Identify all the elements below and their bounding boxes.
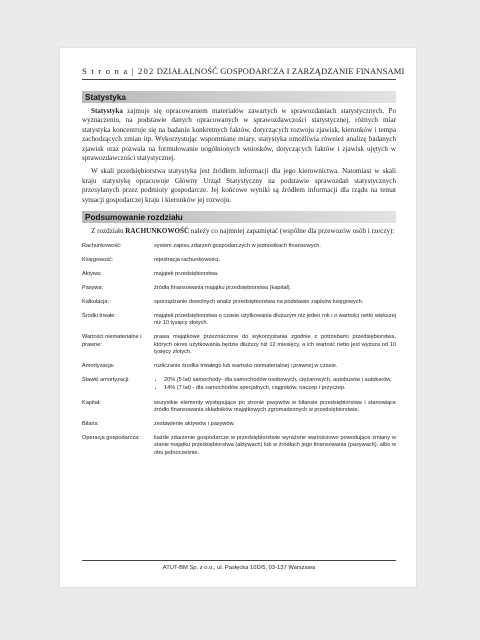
chapter-title: DZIAŁALNOŚĆ GOSPODARCZA I ZARZĄDZANIE FINANSAMI: [156, 66, 405, 76]
glossary-definition: [154, 377, 396, 393]
glossary-term: Operacja gospodarcza:: [82, 435, 140, 442]
glossary-definition: rozliczanie środka trwałego lub wartości niematerialnej i prawnej w czasie.: [154, 362, 338, 369]
glossary-row: [82, 257, 396, 264]
glossary-definition: każde zdarzenie gospodarcze w przedsiębiorstwie wyrażone wartościowo powodujące zmiany w stanie majątku przedsiębiorstwa (aktywach) lub w źródłach jego finansowania (pasywach), albo w obu jednocześnie.: [154, 435, 396, 456]
definition-bullet: • 20% (5 lat) samochody- dla samochodów osobowych, ciężarowych, autobusów i autokarów,: [164, 377, 396, 384]
glossary-term: Środki trwałe:: [82, 313, 116, 320]
running-header: [82, 66, 405, 80]
glossary-row: [82, 299, 396, 306]
glossary-term: Księgowość:: [82, 257, 114, 264]
page-footer: ATUT-BM Sp. z o.o., ul. Pasłęcka 10D/5, 03-137 Warszawa: [82, 560, 396, 571]
document-page: [60, 48, 416, 587]
glossary-definition: rejestracja rachunkowości.: [154, 257, 220, 264]
glossary-term: Rachunkowość:: [82, 243, 122, 250]
glossary-row: [82, 421, 396, 428]
term-rachunkowosc: RACHUNKOWOŚĆ: [125, 227, 190, 236]
section-heading-statystyka: Statystyka: [82, 91, 396, 103]
glossary-definition: prawa majątkowe przeznaczone do wykorzystania zgodnie z potrzebami przedsiębiorstwa, których okres użytkowania będzie dłuższy niż 12 miesięcy, a ich wartość netto jest wyższa od 10 tysięcy złotych.: [154, 334, 396, 355]
glossary-definition: system zapisu zdarzeń gospodarczych w jednostkach finansowych.: [154, 243, 321, 250]
glossary-row: [82, 400, 396, 414]
glossary-definition: źródła finansowania majątku przedsiębiorstwa (kapitał).: [154, 285, 292, 292]
paragraph-statystyka-1: [82, 107, 396, 163]
intro-text: należy co najmniej zapamiętać (wspólne dla przewozów osób i rzeczy):: [189, 227, 395, 236]
glossary-row: [82, 271, 396, 278]
glossary-row: [82, 363, 396, 370]
glossary-list: [82, 243, 396, 457]
definition-bullet: • 14% (7 lat) - dla samochodów specjalnych, ciągników, naczep i przyczep.: [164, 385, 396, 392]
glossary-definition: majątek przedsiębiorstwa o czasie użytkowania dłuższym niż jeden rok i o wartości netto większej niż 10 tysięcy złotych.: [154, 313, 396, 327]
section-heading-podsumowanie: Podsumowanie rozdziału: [82, 211, 396, 223]
glossary-row: [82, 243, 396, 250]
glossary-term: Amortyzacja:: [82, 362, 115, 369]
glossary-row: [82, 313, 396, 327]
definition-bullets: [154, 377, 396, 392]
summary-intro: [82, 227, 396, 236]
glossary-definition: majątek przedsiębiorstwa.: [154, 271, 219, 278]
glossary-definition: wszystkie elementy występujące po stronie pasywów w bilansie przedsiębiorstwa i stanowiące źródło finansowania składników majątkowych zgromadzonych w przedsiębiorstwie.: [154, 400, 396, 414]
intro-text: Z rozdziału: [91, 227, 126, 236]
glossary-term: Aktywa:: [82, 271, 102, 278]
glossary-term: Bilans:: [82, 421, 99, 428]
glossary-term: Stawki amortyzacji:: [82, 376, 130, 383]
glossary-term: Kalkulacja:: [82, 299, 110, 306]
glossary-term: Wartości niematerialne i prawne:: [82, 334, 142, 348]
glossary-row: [82, 285, 396, 292]
page-content: [82, 66, 405, 457]
glossary-row: [82, 435, 396, 457]
glossary-definition: zestawienie aktywów i pasywów.: [154, 421, 235, 428]
glossary-definition: sporządzanie dowolnych analiz przedsiębiorstwa na podstawie zapisów księgowych.: [154, 299, 364, 306]
paragraph-text: zajmuje się opracowaniem materiałów zawartych w sprawozdaniach statystycznych. Po wyznaczeniu, na podstawie danych opracowanych w sprawozdawczości statystycznej, różnych miar statystyka koncentruje się na badaniu konkretnych faktów, dotyczących rozwoju zjawisk, kierunków i tempa zachodzących zmian itp. Wykorzystując wspomniane miary, statystyka umożliwia również analizę badanych zjawisk oraz pozwala na formułowanie uogólnionych wniosków, dotyczących faktów i zjawisk ujętych w sprawozdawczości statystycznej.: [82, 107, 396, 163]
paragraph-statystyka-2: W skali przedsiębiorstwa statystyka jest źródłem informacji dla jego kierownictwa. Natomiast w skali kraju statystykę opracowuje Główny Urząd Statystyczny na podstawie sprawozdań statystycznych przesyłanych przez podmioty gospodarcze. Jej końcowe wyniki są źródłem informacji dla rządu na temat sytuacji gospodarczej kraju i kierunków jej rozwoju.: [82, 167, 396, 204]
glossary-term: Pasywa:: [82, 285, 104, 292]
glossary-row: [82, 334, 396, 356]
term-statystyka: Statystyka: [91, 107, 123, 115]
glossary-row: [82, 377, 396, 393]
glossary-term: Kapitał:: [82, 400, 101, 407]
page-number-label: S t r o n a | 202: [82, 66, 155, 76]
